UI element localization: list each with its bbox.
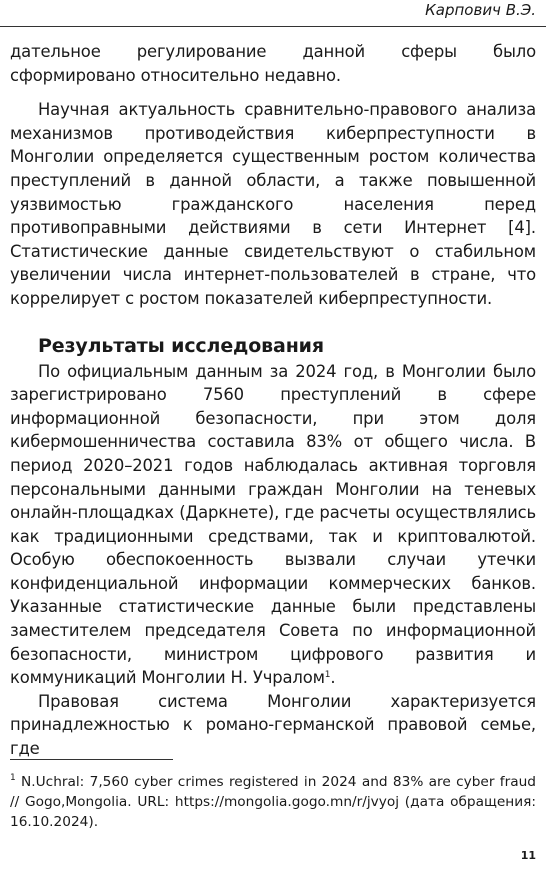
footnote-text: N.Uchral: 7,560 cyber crimes registered in 2024 and 83% are cyber fraud // Gogo,Mongolia. URL: https://mongolia.gogo.mn/r/jvyoj (дата обращения: 16.10.2024).	[10, 774, 536, 830]
footnote-number: 1	[10, 773, 16, 783]
paragraph-statistics	[10, 360, 536, 690]
paragraph-continued: дательное регулирование данной сферы было сформировано относительно недавно.	[10, 42, 536, 85]
page-number: 11	[520, 849, 536, 862]
section-heading: Результаты исследования	[38, 334, 324, 357]
footnote-rule	[10, 759, 173, 760]
paragraph-relevance: Научная актуальность сравнительно-правового анализа механизмов противодействия киберпреступности в Монголии определяется существенным ростом количества преступлений в данной области, а также повышенной уязвимостью гражданского населения перед противоправными действиями в сети Интернет [4]. Статистические данные свидетельствуют о стабильном увеличении числа интернет-пользователей в стране, что коррелирует с ростом показателей киберпреступности.	[10, 100, 536, 308]
paragraph-statistics-text: По официальным данным за 2024 год, в Монголии было зарегистрировано 7560 преступлений в сфере информационной безопасности, при этом доля кибермошенничества составила 83% от общего числа. В период 2020–2021 годов наблюдалась активная торговля персональными данными граждан Монголии на теневых онлайн-площадках (Даркнете), где расчеты осуществлялись как традиционными средствами, так и криптовалютой. Особую обеспокоенность вызвали случаи утечки конфиденциальной информации коммерческих банков. Указанные статистические данные были представлены заместителем председателя Совета по информационной безопасности, министром цифрового развития и коммуникаций Монголии Н. Учралом	[10, 361, 536, 688]
header-rule	[0, 26, 546, 27]
footnote-ref[interactable]: 1	[324, 670, 331, 681]
page-body	[10, 40, 536, 761]
paragraph-statistics-end: .	[330, 668, 336, 688]
footnote	[10, 772, 536, 832]
header-author: Карпович В.Э.	[425, 1, 536, 19]
running-header	[0, 0, 546, 22]
paragraph-legal-system: Правовая система Монголии характеризуется принадлежностью к романо-германской правовой семье, где	[10, 691, 536, 759]
